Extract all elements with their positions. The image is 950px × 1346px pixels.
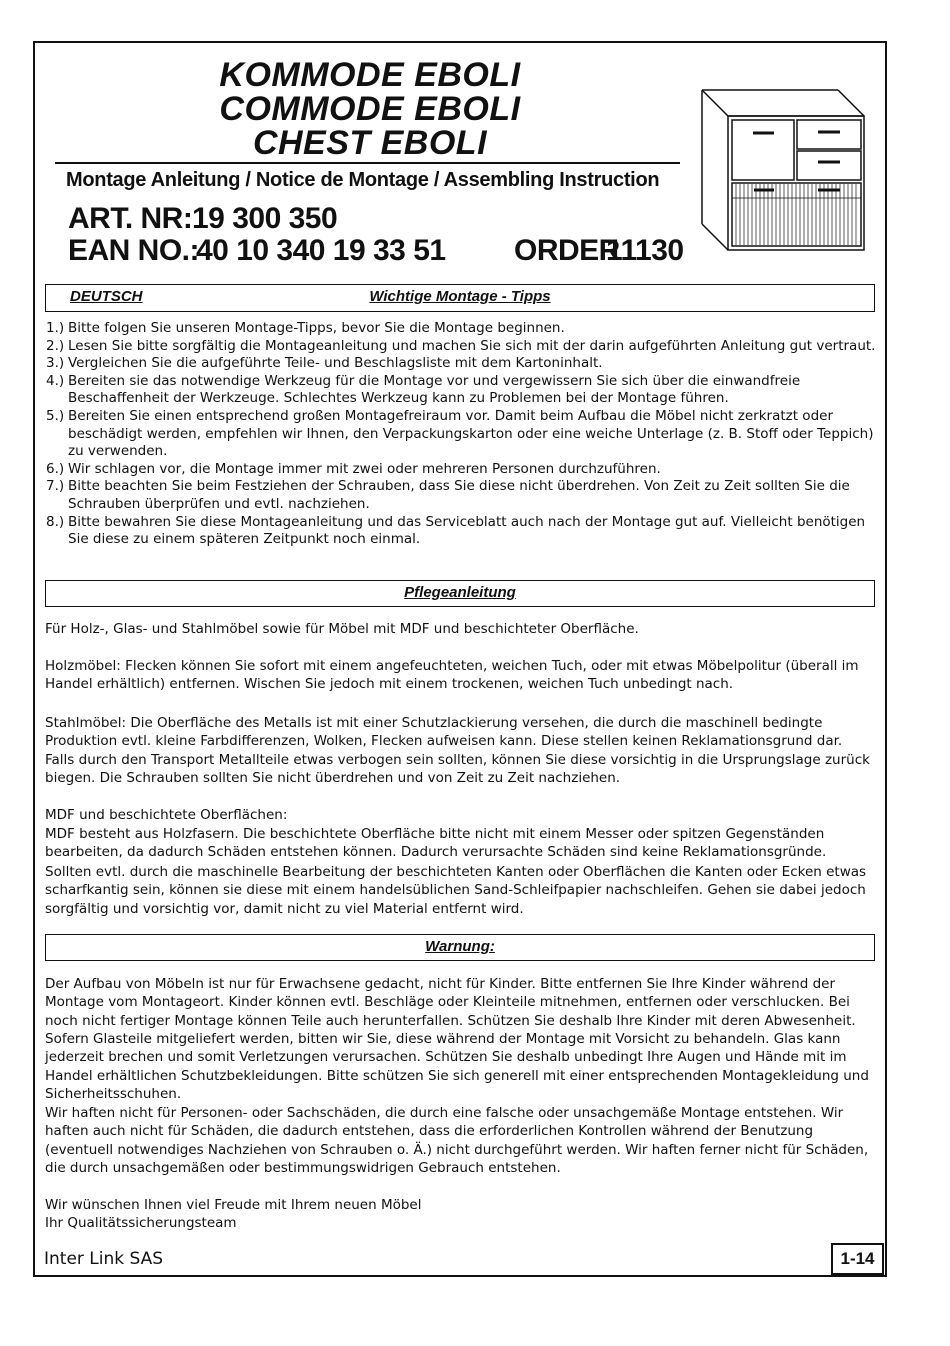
order-value: 11130 [606,234,684,267]
warning-p3: Wir haften nicht für Personen- oder Sachschäden, die durch eine falsche oder unsachgemäße Montage entstehen. Wir haften auch nicht für Schäden, die dadurch entstehen, dass die erforderlichen Kontrollen während der Benutzung (eventuell notwendiges Nachziehen von Schrauben o. Ä.) nicht durchgeführt werden. Wir haften ferner nicht für Schäden, die durch unsachgemäßen oder bestimmungswidrigen Gebrauch entstehen. [45,1105,869,1177]
list-item: 3.) Vergleichen Sie die aufgeführte Teile- und Beschlagsliste mit dem Kartoninhalt. [46,355,603,372]
page-number: 1-14 [831,1243,884,1275]
title-fr: COMMODE EBOLI [219,90,521,128]
care-wood: Holzmöbel: Flecken können Sie sofort mit einem angefeuchteten, weichen Tuch, oder mit etwas Möbelpolitur (überall im Handel erhältlich) entfernen. Wischen Sie jedoch mit einem trockenen, weichen Tuch unbedingt nach. [45,658,859,693]
care-steel-1: Stahlmöbel: Die Oberfläche des Metalls ist mit einer Schutzlackierung versehen, die durch die maschinell bedingte Produktion evtl. kleine Farbdifferenzen, Wolken, Flecken aufweisen kann. Diese stellen keinen Reklamationsgrund dar. [45,715,843,750]
care-header-box [45,580,875,607]
closing-line-1: Wir wünschen Ihnen viel Freude mit Ihrem neuen Möbel [45,1197,422,1213]
list-item: 6.) Wir schlagen vor, die Montage immer mit zwei oder mehreren Personen durchzuführen. [46,460,661,477]
language-label: DEUTSCH [70,288,143,305]
closing-line-2: Ihr Qualitätssicherungsteam [45,1215,237,1231]
art-number-label: ART. NR: [68,202,193,235]
warning-p1: Der Aufbau von Möbeln ist nur für Erwachsene gedacht, nicht für Kinder. Bitte entfernen Sie Ihre Kinder während der Montage vom Montageort. Kinder können evtl. Beschläge oder Kleinteile mitnehmen, entfernen oder verschlucken. Bei noch nicht fertiger Montage können Teile auch herunterfallen. Schützen Sie deshalb Ihre Kinder mit deren Abwesenheit. [45,976,856,1029]
tips-list [46,320,886,549]
care-steel-2: Falls durch den Transport Metallteile etwas verbogen sein sollten, können Sie diese vorsichtig in die Ursprungslage zurück biegen. Die Schrauben sollten Sie nicht überdrehen und von Zeit zu Zeit nachziehen. [45,752,870,787]
ean-label: EAN NO.: [68,234,199,267]
tips-header-box [45,284,875,312]
title-de: KOMMODE EBOLI [219,56,521,94]
warning-heading: Warnung: [425,938,495,955]
list-item: 4.) Bereiten sie das notwendige Werkzeug für die Montage vor und vergewissern Sie sich über die einwandfreie Beschaffenheit der Werkzeuge. Schlechtes Werkzeug kann zu Problemen bei der Montage führen. [46,372,801,407]
care-intro: Für Holz-, Glas- und Stahlmöbel sowie für Möbel mit MDF und beschichteter Oberfläche. [45,621,639,637]
care-mdf-title: MDF und beschichtete Oberflächen: [45,807,288,823]
company-name: Inter Link SAS [44,1249,164,1269]
title-en: CHEST EBOLI [252,124,488,162]
care-mdf-1: MDF besteht aus Holzfasern. Die beschichtete Oberfläche bitte nicht mit einem Messer oder spitzen Gegenständen bearbeiten, da dadurch Schäden entstehen können. Dadurch verursachte Schäden sind keine Reklamationsgründe. [45,826,827,861]
list-item: 1.) Bitte folgen Sie unseren Montage-Tipps, bevor Sie die Montage beginnen. [46,320,565,336]
warning-p2: Sofern Glasteile mitgeliefert werden, bitten wir Sie, diese während der Montage mit Vorsicht zu behandeln. Glas kann jederzeit brechen und somit Verletzungen verursachen. Schützen Sie deshalb unbedingt Ihre Augen und Hände mit im Handel erhältlichen Schutzbekleidungen. Bitte schützen Sie sich generell mit einer entsprechenden Montagekleidung und Sicherheitsschuhen. [45,1031,869,1103]
art-number-value: 19 300 350 [192,202,338,235]
care-mdf-2: Sollten evtl. durch die maschinelle Bearbeitung der beschichteten Kanten oder Oberflächen die Kanten oder Ecken etwas scharfkantig sein, können sie diese mit einem handelsüblichen Sand-Schleifpapier nachschleifen. Gehen sie dabei jedoch sorgfältig und vorsichtig vor, damit nicht zu viel Material entfernt wird. [45,864,867,917]
chest-drawing-icon [698,86,868,256]
ean-value: 40 10 340 19 33 51 [196,234,446,267]
title-rule [55,162,680,164]
list-item: 7.) Bitte beachten Sie beim Festziehen der Schrauben, dass Sie diese nicht überdrehen. Von Zeit zu Zeit sollten Sie die Schrauben überprüfen und evtl. nachziehen. [46,478,850,512]
subtitle: Montage Anleitung / Notice de Montage / Assembling Instruction [66,169,660,191]
list-item: 8.) Bitte bewahren Sie diese Montageanleitung und das Serviceblatt auch nach der Montage gut auf. Vielleicht benötigen Sie diese zu einem späteren Zeitpunkt noch einmal. [46,513,866,548]
warning-header-box [45,934,875,961]
care-heading: Pflegeanleitung [404,584,516,601]
list-item: 2.) Lesen Sie bitte sorgfältig die Montageanleitung und machen Sie sich mit der darin aufgeführten Anleitung gut vertraut. [46,337,876,354]
order-label: ORDER [514,234,620,267]
list-item: 5.) Bereiten Sie einen entsprechend großen Montagefreiraum vor. Damit beim Aufbau die Möbel nicht zerkratzt oder beschädigt werden, empfehlen wir Ihnen, den Verpackungskarton oder eine weiche Unterlage (z. B. Stoff oder Teppich) zu verwenden. [46,407,874,460]
tips-heading: Wichtige Montage - Tipps [369,288,551,305]
